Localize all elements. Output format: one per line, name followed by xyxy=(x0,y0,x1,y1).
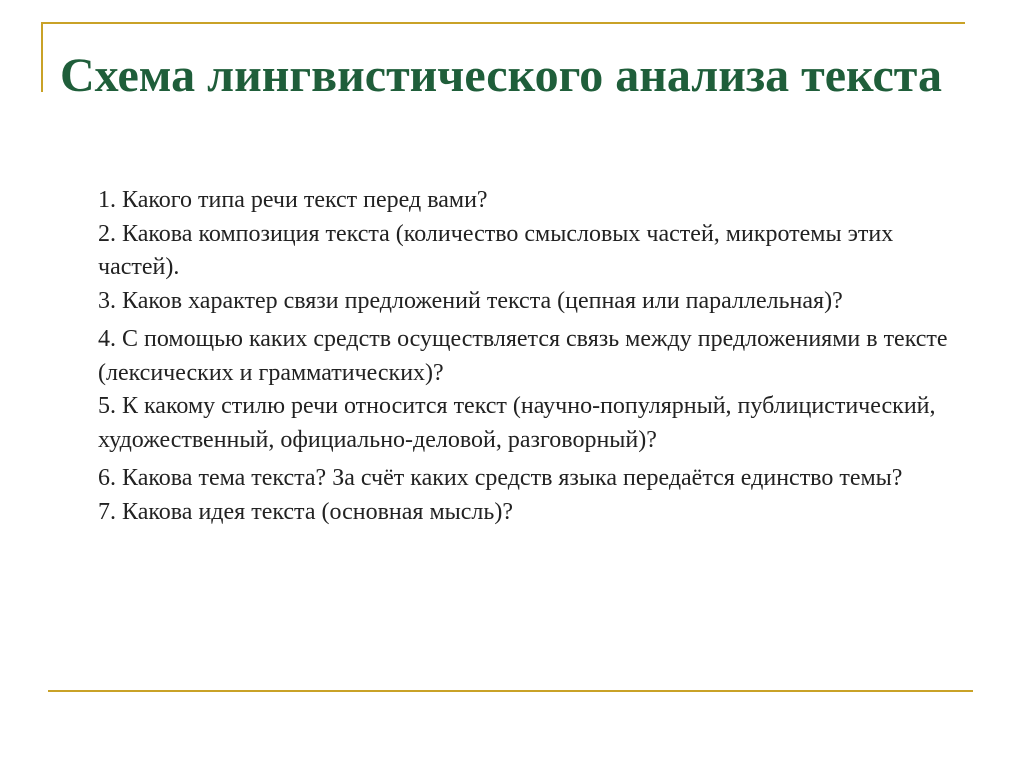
list-item-3: 3. Каков характер связи предложений текста (цепная или параллельная)? xyxy=(98,287,843,314)
list-item-1: 1. Какого типа речи текст перед вами? xyxy=(98,187,488,213)
list-item-5: 5. К какому стилю речи относится текст (научно-популярный, публицистический, художественный, официально-деловой, разговорный)? xyxy=(98,393,936,453)
bottom-rule xyxy=(48,690,973,692)
slide-title: Схема лингвистического анализа текста xyxy=(60,49,942,102)
list-item-7: 7. Какова идея текста (основная мысль)? xyxy=(98,498,513,525)
top-rule xyxy=(41,22,965,24)
list-item-2: 2. Какова композиция текста (количество смысловых частей, микротемы этих частей). xyxy=(98,220,894,280)
list-group-1 xyxy=(98,184,958,318)
list-item-4: 4. С помощью каких средств осуществляется связь между предложениями в тексте (лексических и грамматических)? xyxy=(98,326,948,386)
analysis-list xyxy=(98,184,958,529)
list-group-3 xyxy=(98,462,958,529)
list-item-6: 6. Какова тема текста? За счёт каких средств языка передаётся единство темы? xyxy=(98,465,903,491)
left-rule xyxy=(41,22,43,92)
list-group-2 xyxy=(98,323,958,457)
